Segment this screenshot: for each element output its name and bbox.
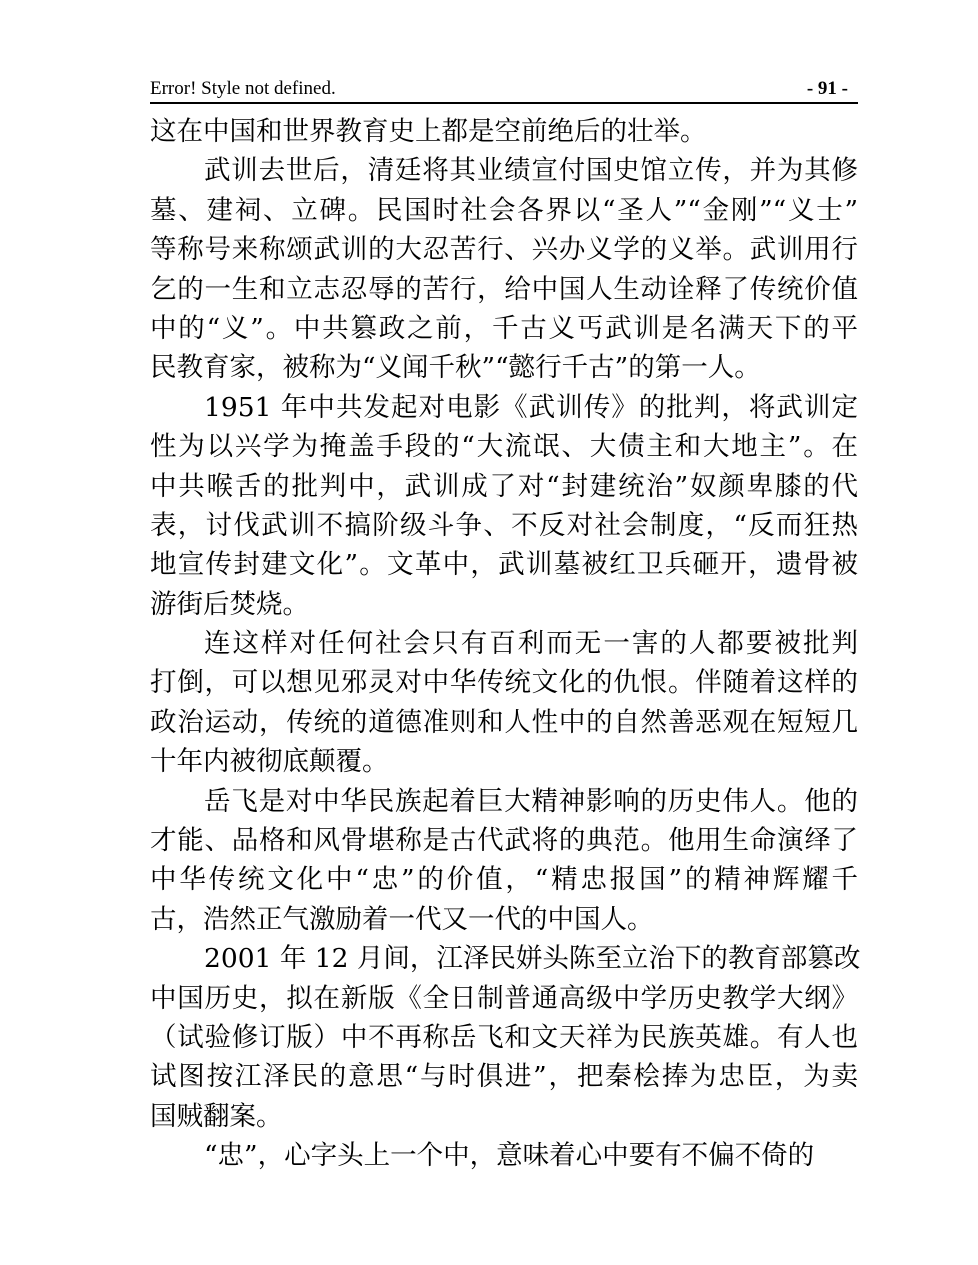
text-line: 岳飞是对中华民族起着巨大精神影响的历史伟人。他的 [204, 785, 858, 817]
paragraph [150, 388, 858, 624]
paragraph [150, 939, 861, 1136]
text-line: 表，讨伐武训不搞阶级斗争、不反对社会制度，“反而狂热 [150, 509, 858, 541]
paragraph [150, 624, 858, 782]
paragraph [150, 1136, 858, 1175]
text-line: 这在中国和世界教育史上都是空前绝后的壮举。 [150, 116, 707, 147]
text-line: 性为以兴学为掩盖手段的“大流氓、大债主和大地主”。在 [150, 431, 858, 463]
paragraph [150, 112, 858, 151]
text-line: 民教育家，被称为“义闻千秋”“懿行千古”的第一人。 [150, 352, 761, 384]
text-line: 地宣传封建文化”。文革中，武训墓被红卫兵砸开，遗骨被 [150, 549, 858, 581]
text-line: （试验修订版）中不再称岳飞和文天祥为民族英雄。有人也 [150, 1021, 858, 1053]
document-page [150, 72, 861, 1176]
text-line: 中共喉舌的批判中，武训成了对“封建统治”奴颜卑膝的代 [150, 470, 858, 502]
text-line: 打倒，可以想见邪灵对中华传统文化的仇恨。伴随着这样的 [150, 667, 858, 699]
paragraph [150, 151, 858, 387]
text-line: 试图按江泽民的意思“与时俱进”，把秦桧捧为忠臣，为卖 [150, 1061, 858, 1093]
text-line: 游街后焚烧。 [150, 588, 309, 620]
running-header [150, 72, 858, 104]
text-line: 武训去世后，清廷将其业绩宣付国史馆立传，并为其修 [204, 155, 858, 187]
text-line: 中的“义”。中共篡政之前，千古义丐武训是名满天下的平 [150, 312, 858, 344]
text-line: 中国历史，拟在新版《全日制普通高级中学历史教学大纲》 [150, 982, 858, 1014]
text-line: 墓、建祠、立碑。民国时社会各界以“圣人”“金刚”“义士” [150, 194, 858, 226]
text-line: “忠”，心字头上一个中，意味着心中要有不偏不倚的 [204, 1140, 815, 1172]
text-line: 等称号来称颂武训的大忍苦行、兴办义学的义举。武训用行 [150, 234, 858, 266]
text-line: 连这样对任何社会只有百利而无一害的人都要被批判 [204, 628, 858, 660]
header-title: Error! Style not defined. [150, 78, 336, 99]
text-line: 国贼翻案。 [150, 1100, 283, 1132]
body-text [150, 112, 861, 1176]
text-line: 中华传统文化中“忠”的价值，“精忠报国”的精神辉耀千 [150, 864, 858, 896]
text-line: 古，浩然正气激励着一代又一代的中国人。 [150, 903, 654, 935]
paragraph [150, 782, 858, 940]
text-line: 乞的一生和立志忍辱的苦行，给中国人生动诠释了传统价值 [150, 273, 858, 305]
text-line: 才能、品格和风骨堪称是古代武将的典范。他用生命演绎了 [150, 825, 858, 857]
text-line: 2001 年 12 月间，江泽民姘头陈至立治下的教育部篡改 [204, 943, 861, 975]
text-line: 十年内被彻底颠覆。 [150, 746, 389, 778]
text-line: 政治运动，传统的道德准则和人性中的自然善恶观在短短几 [150, 706, 858, 738]
text-line: 1951 年中共发起对电影《武训传》的批判，将武训定 [204, 391, 858, 423]
page-number: - 91 - [806, 78, 848, 99]
